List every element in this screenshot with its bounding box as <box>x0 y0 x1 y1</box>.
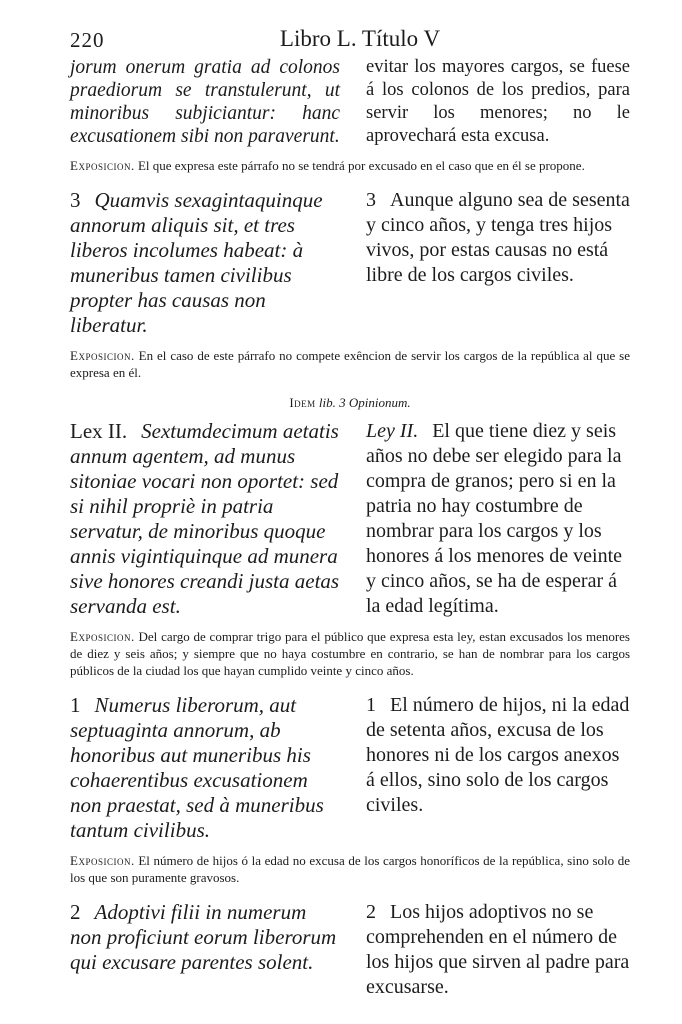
spanish-text <box>366 188 630 338</box>
latin-paragraph: Sextumdecimum aetatis annum agentem, ad munus sitoniae vocari non oportet: sed si nihil propriè in patria servatur, de minoribus quoque annis vigintiquinque ad munera sive honores creandi justa aetas servanda est. <box>70 419 340 618</box>
text-pair-paragraph-2 <box>70 900 630 1000</box>
exposition-label: Exposicion. <box>70 629 135 644</box>
text-pair-paragraph-1 <box>70 693 630 843</box>
latin-paragraph: Adoptivi filii in numerum non proficiunt eorum liberorum qui excusare parentes solent. <box>70 900 337 974</box>
source-citation <box>70 395 630 411</box>
exposition-label: Exposicion. <box>70 348 135 363</box>
paragraph-number: 2 <box>366 901 376 923</box>
exposition <box>70 157 630 174</box>
latin-paragraph: Quamvis sexagintaquinque annorum aliquis sit, et tres liberos incolumes habeat: à muneribus tamen civilibus propter has causas non liberatur. <box>70 188 323 337</box>
law-number: Lex II. <box>70 419 128 443</box>
page-number: 220 <box>70 28 105 52</box>
source-text: lib. 3 Opinionum. <box>318 395 411 410</box>
exposition-label: Exposicion. <box>70 158 135 173</box>
spanish-text: evitar los mayores cargos, se fuese á los colonos de los predios, para servir los menores; no le aprovechará esta excusa. <box>366 57 630 146</box>
spanish-paragraph: Los hijos adoptivos no se comprehenden en el número de los hijos que sirven al padre para excusarse. <box>366 901 630 998</box>
latin-text <box>70 419 340 619</box>
exposition-text: El número de hijos ó la edad no excusa de los cargos honoríficos de la república, sino solo de los que son puramente gravosos. <box>70 853 630 885</box>
paragraph-number: 3 <box>366 189 376 211</box>
exposition-text: Del cargo de comprar trigo para el público que expresa esta ley, estan excusados los menores de diez y seis años; y siempre que no haya costumbre en contrario, se han de nombrar para los cargos públicos de la ciudad los que hayan cumplido veinte y cinco años. <box>70 629 630 678</box>
spanish-paragraph: El número de hijos, ni la edad de setenta años, excusa de los honores ni de los cargos anexos á ellos, sino solo de los cargos civiles. <box>366 694 630 816</box>
spanish-paragraph: Aunque alguno sea de sesenta y cinco años, y tenga tres hijos vivos, por estas causas no está libre de los cargos civiles. <box>366 189 630 286</box>
text-pair-continuation <box>70 56 630 148</box>
exposition-text: El que expresa este párrafo no se tendrá por excusado en el caso que en él se propone. <box>137 158 585 173</box>
latin-text: jorum onerum gratia ad colonos praediorum se transtulerunt, ut minoribus subjiciantur: hanc excusationem sibi non paraverunt. <box>70 57 340 147</box>
spanish-text <box>366 693 630 843</box>
spanish-text <box>366 419 630 619</box>
paragraph-number: 1 <box>70 693 81 717</box>
exposition <box>70 347 630 381</box>
law-number: Ley II. <box>366 420 419 442</box>
latin-text <box>70 693 340 843</box>
latin-paragraph: Numerus liberorum, aut septuaginta annorum, ab honoribus aut muneribus his cohaerentibus excusationem non praestat, sed à muneribus tantum civilibus. <box>70 693 324 842</box>
document-page <box>70 22 630 1000</box>
exposition-text: En el caso de este párrafo no compete exêncion de servir los cargos de la república al que se expresa en él. <box>70 348 630 380</box>
latin-text <box>70 188 340 338</box>
paragraph-number: 3 <box>70 188 81 212</box>
paragraph-number: 1 <box>366 694 376 716</box>
exposition <box>70 628 630 679</box>
spanish-paragraph: El que tiene diez y seis años no debe ser elegido para la compra de granos; pero si en la patria no hay costumbre de nombrar para los cargos y los honores á los menores de veinte y cinco años, se ha de esperar á la edad legítima. <box>366 420 623 617</box>
running-title: Libro L. Título V <box>279 26 441 51</box>
latin-text <box>70 900 340 1000</box>
paragraph-number: 2 <box>70 900 81 924</box>
page-header <box>70 22 630 56</box>
exposition <box>70 852 630 886</box>
text-pair-paragraph-3 <box>70 188 630 338</box>
text-pair-lex-2 <box>70 419 630 619</box>
spanish-text <box>366 900 630 1000</box>
exposition-label: Exposicion. <box>70 853 135 868</box>
source-label: Idem <box>289 395 316 410</box>
